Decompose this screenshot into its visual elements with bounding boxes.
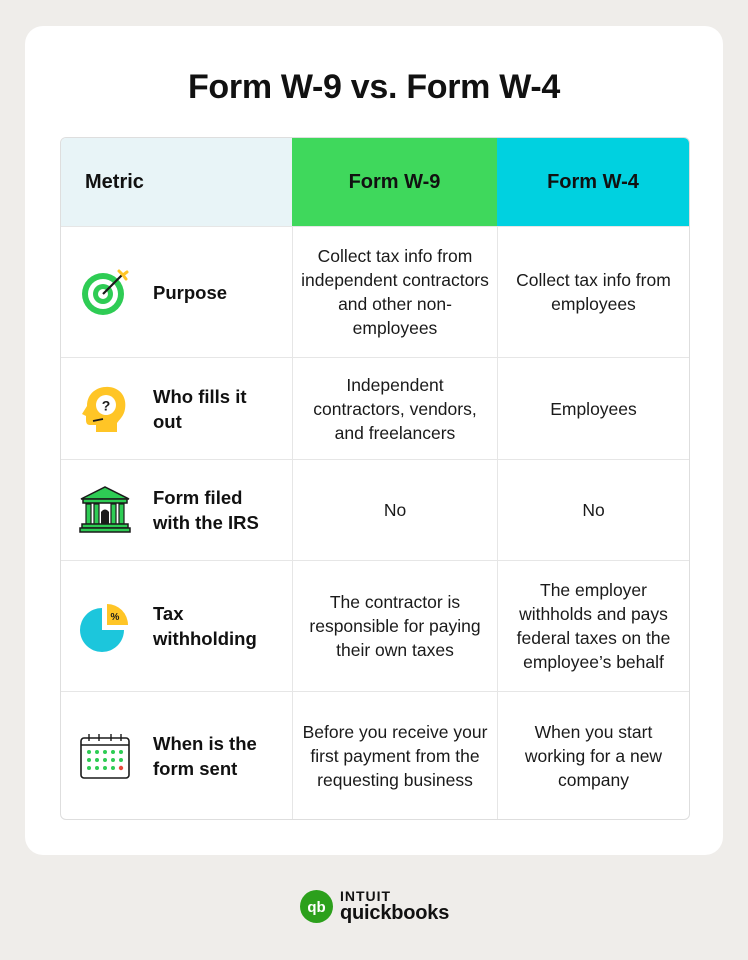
metric-label: Form filed with the IRS: [153, 487, 259, 533]
page-title: Form W-9 vs. Form W-4: [187, 68, 561, 106]
table-row: [61, 459, 689, 560]
table-row: [61, 691, 689, 819]
w4-cell: Collect tax info from employees: [497, 227, 689, 357]
metric-label: Who fills it out: [153, 385, 247, 432]
metric-cell: [61, 561, 292, 691]
w4-cell: When you start working for a new company: [497, 692, 689, 819]
w9-cell: No: [292, 460, 497, 560]
calendar-icon: [79, 730, 131, 782]
svg-text:?: ?: [101, 397, 111, 413]
table-row: [61, 357, 689, 459]
table-row: [61, 226, 689, 357]
w4-cell: No: [497, 460, 689, 560]
logo-quickbooks: quickbooks: [340, 902, 450, 924]
metric-cell: [61, 227, 292, 357]
w4-cell: Employees: [497, 358, 689, 459]
metric-label: Purpose: [153, 281, 228, 303]
quickbooks-logo-icon: [300, 890, 333, 923]
logo-wordmark: [340, 889, 449, 923]
logo-intuit: INTUIT: [340, 888, 392, 904]
pie-chart-percent-icon: [79, 600, 131, 652]
w9-cell: Before you receive your first payment from the requesting business: [292, 692, 497, 819]
comparison-table: [60, 137, 690, 820]
target-icon: [79, 266, 131, 318]
metric-cell: [61, 692, 292, 819]
svg-text:qb: qb: [307, 898, 326, 916]
svg-text:%: %: [110, 612, 120, 623]
header-metric: Metric: [61, 138, 292, 226]
header-form-w9: Form W-9: [292, 138, 497, 226]
header-form-w4: Form W-4: [497, 138, 689, 226]
quickbooks-logo: [300, 889, 449, 923]
metric-label: Tax withholding: [153, 603, 257, 649]
bank-building-icon: [79, 484, 131, 536]
metric-cell: [61, 460, 292, 560]
w9-cell: Collect tax info from independent contractors and other non-employees: [292, 227, 497, 357]
metric-label: When is the form sent: [153, 732, 257, 779]
w9-cell: The contractor is responsible for paying their own taxes: [292, 561, 497, 691]
w4-cell: The employer withholds and pays federal taxes on the employee’s behalf: [497, 561, 689, 691]
metric-cell: [61, 358, 292, 459]
head-question-icon: [79, 383, 131, 435]
table-row: [61, 560, 689, 691]
table-header-row: [61, 138, 689, 226]
w9-cell: Independent contractors, vendors, and freelancers: [292, 358, 497, 459]
